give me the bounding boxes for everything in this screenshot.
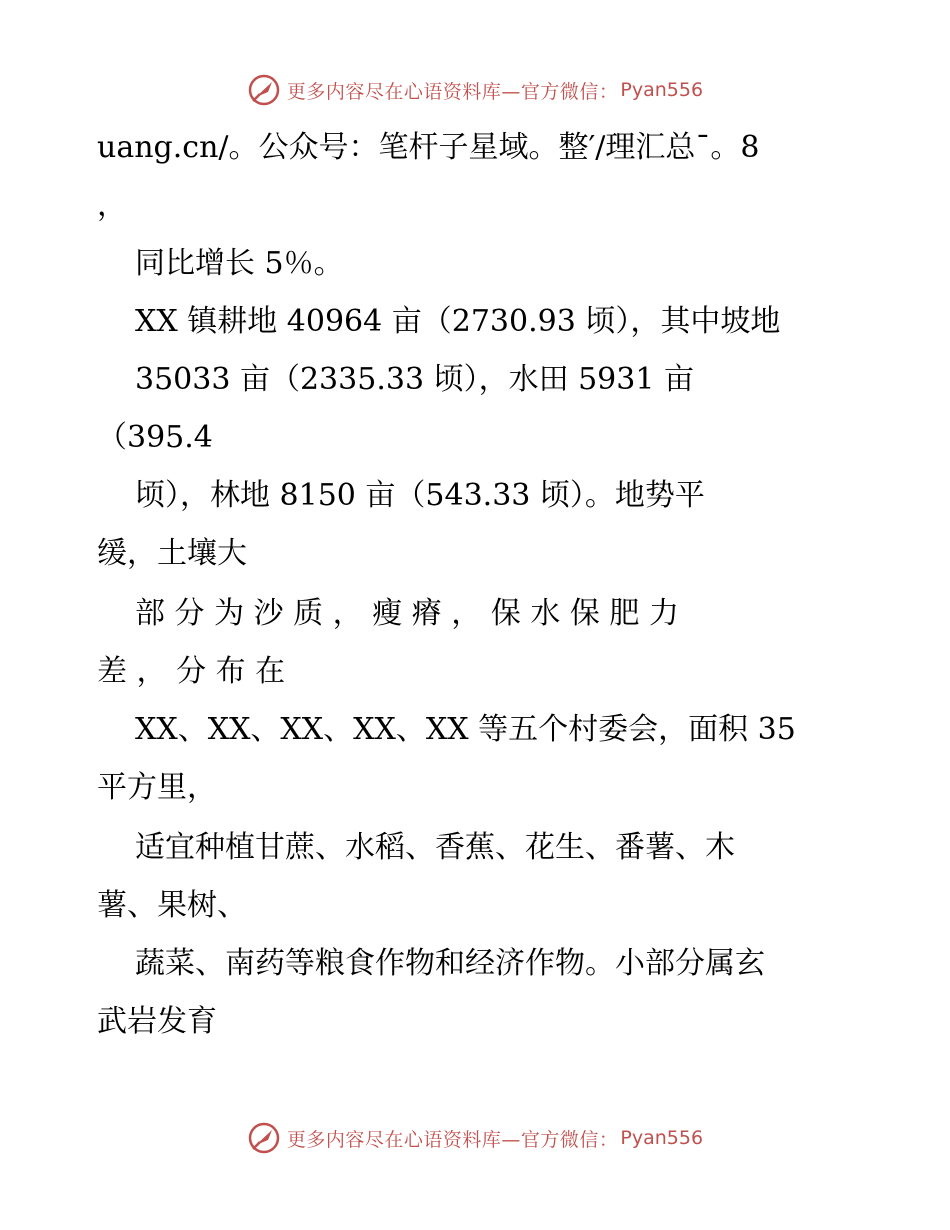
quill-logo-icon — [247, 1121, 281, 1155]
text-line: ， — [97, 188, 127, 223]
watermark-banner-top — [0, 70, 950, 110]
watermark-wechat-id: Pyan556 — [620, 1127, 704, 1149]
text-line: 蔬菜、南药等粮食作物和经济作物。小部分属玄 — [135, 946, 765, 981]
quill-logo-icon — [247, 73, 281, 107]
text-line: 差 ， 分 布 在 — [97, 654, 286, 689]
text-line: 薯、果树、 — [97, 888, 247, 923]
text-line: 顷），林地 8150 亩（543.33 顷）。地势平 — [135, 478, 705, 513]
text-line: 35033 亩（2335.33 顷），水田 5931 亩 — [135, 362, 694, 397]
text-line: （395.4 — [97, 420, 213, 455]
watermark-text: 更多内容尽在心语资料库—官方微信： — [286, 1128, 619, 1151]
watermark-text: 更多内容尽在心语资料库—官方微信： — [286, 80, 619, 103]
text-line: uang.cn/。公众号：笔杆子星域。整′/理汇总¯。8 — [97, 130, 760, 165]
text-line: 部 分 为 沙 质 ， 瘦 瘠 ， 保 水 保 肥 力 — [135, 596, 679, 631]
text-line: XX 镇耕地 40964 亩（2730.93 顷），其中坡地 — [135, 304, 781, 339]
watermark-wechat-id: Pyan556 — [620, 79, 704, 101]
text-line: 平方里， — [97, 770, 217, 805]
text-line: 适宜种植甘蔗、水稻、香蕉、花生、番薯、木 — [135, 830, 735, 865]
text-line: 同比增长 5％。 — [135, 246, 344, 281]
text-line: 武岩发育 — [97, 1004, 217, 1039]
watermark-banner-bottom — [0, 1118, 950, 1158]
text-line: XX、XX、XX、XX、XX 等五个村委会，面积 35 — [135, 712, 796, 747]
text-line: 缓，土壤大 — [97, 536, 247, 571]
